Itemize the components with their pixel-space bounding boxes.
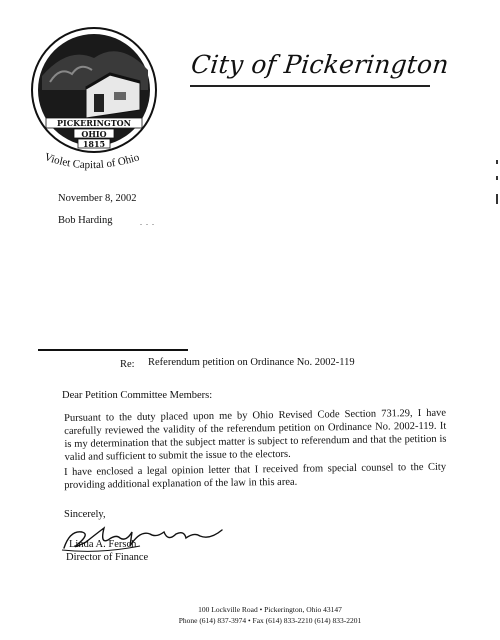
seal-band-text: PICKERINGTON (57, 118, 131, 128)
footer-address: 100 Lockville Road • Pickerington, Ohio 43147 (198, 605, 342, 614)
seal-state-text: OHIO (81, 129, 107, 139)
letter-date: November 8, 2002 (58, 193, 137, 204)
edge-mark (496, 160, 498, 164)
salutation: Dear Petition Committee Members: (62, 390, 213, 401)
recipient-trail: . . . (140, 218, 155, 227)
closing: Sincerely, (64, 509, 106, 520)
re-label: Re: (120, 359, 135, 370)
seal-graphic (28, 18, 168, 178)
letterhead-rule (190, 85, 430, 87)
city-name: City of Pickerington (189, 50, 451, 79)
seal-year-text: 1815 (82, 139, 106, 149)
footer (150, 604, 390, 626)
edge-mark (496, 194, 498, 204)
seal-motto: Violet Capital of Ohio (42, 151, 141, 172)
re-rule (38, 349, 188, 351)
signer-name: Linda A. Fersch (69, 539, 137, 550)
signer-title: Director of Finance (66, 552, 149, 563)
re-subject: Referendum petition on Ordinance No. 2002-119 (148, 357, 355, 368)
footer-phone: Phone (614) 837-3974 • Fax (614) 833-2210 (614) 833-2201 (178, 616, 362, 625)
recipient-name: Bob Harding (58, 215, 113, 226)
letterhead (190, 50, 450, 87)
city-seal (28, 18, 168, 178)
seal-arc-text (43, 151, 142, 171)
edge-mark (496, 176, 498, 180)
body-paragraph-1: Pursuant to the duty placed upon me by Ohio Revised Code Section 731.29, I have carefully reviewed the validity of the referendum petition on Ordinance No. 2002-119. It is my determination that the subject matter is subject to referendum and that the petition is valid and sufficient to submit the issue to the electors. (64, 407, 447, 463)
body-paragraph-2: I have enclosed a legal opinion letter that I received from special counsel to the City providing additional explanation of the law in this area. (64, 461, 447, 491)
